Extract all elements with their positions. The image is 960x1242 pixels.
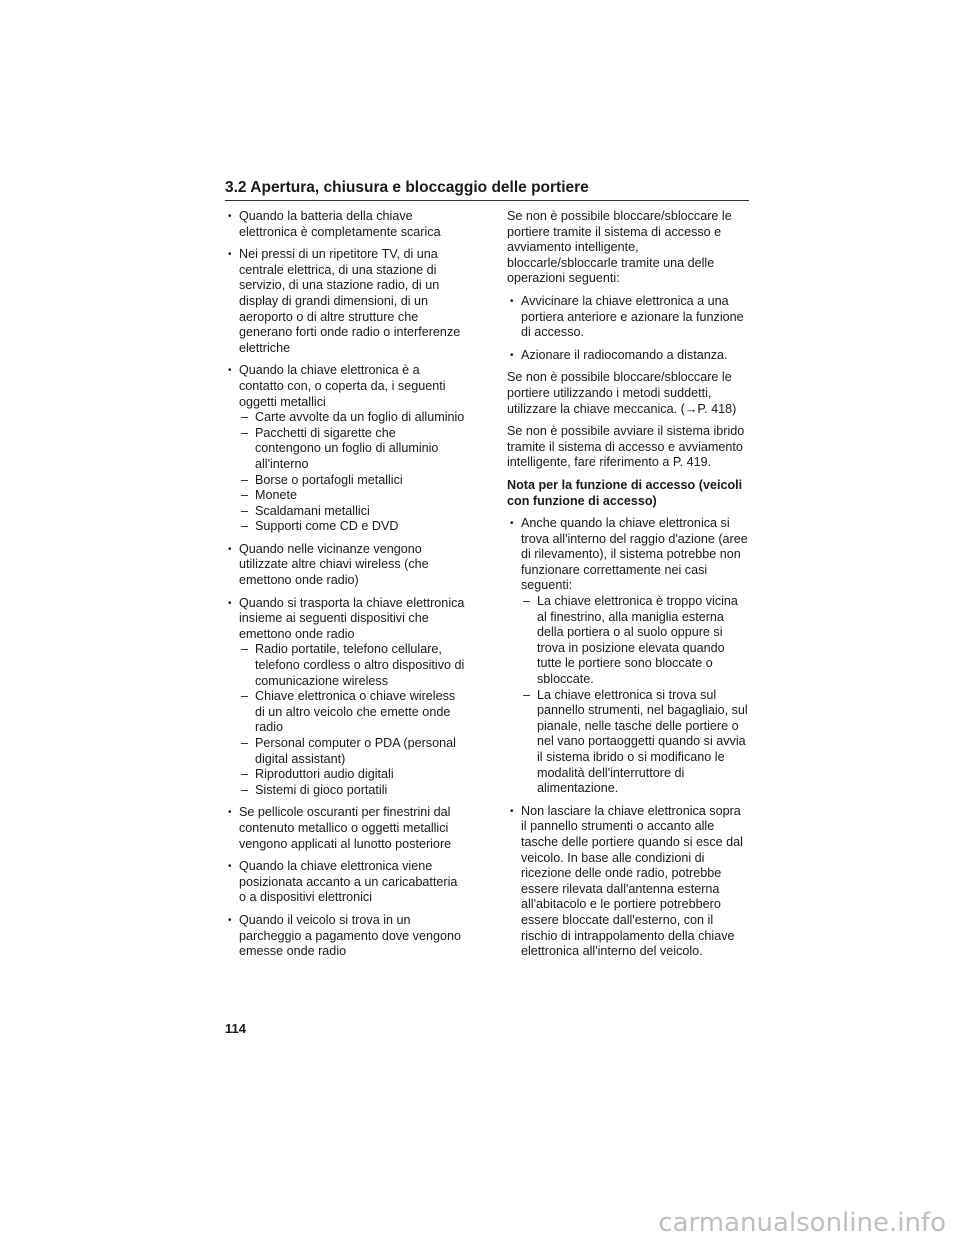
- sublist-item: – Sistemi di gioco portatili: [239, 783, 465, 799]
- left-column: [225, 209, 465, 967]
- list-item: • Quando nelle vicinanze vengono utilizzate altre chiavi wireless (che emettono onde radio): [225, 542, 465, 589]
- note-sublist: [521, 594, 749, 797]
- section-title: 3.2 Apertura, chiusura e bloccaggio delle portiere: [225, 179, 589, 196]
- sublist-item: – Carte avvolte da un foglio di alluminio: [239, 410, 465, 426]
- sublist-item: – Radio portatile, telefono cellulare, telefono cordless o altro dispositivo di comunicazione wireless: [239, 642, 465, 689]
- list-item: • Se pellicole oscuranti per finestrini dal contenuto metallico o oggetti metallici vengono applicati al lunotto posteriore: [225, 805, 465, 852]
- sublist-item: – Personal computer o PDA (personal digital assistant): [239, 736, 465, 767]
- sublist-item: – Supporti come CD e DVD: [239, 519, 465, 535]
- list-item: • Quando la chiave elettronica è a contatto con, o coperta da, i seguenti oggetti metallici – Carte avvolte da un foglio di alluminio – Pacchetti di sigarette che contengono un foglio di alluminio all'interno – Borse o portafogli metallici – Monete – Scaldamani metallici – Supporti come CD e DVD: [225, 363, 465, 535]
- sublist-item: – Monete: [239, 488, 465, 504]
- list-item: • Anche quando la chiave elettronica si trova all'interno del raggio d'azione (aree di rilevamento), il sistema potrebbe non funzionare correttamente nei casi seguenti: – La chiave elettronica è troppo vicina al finestrino, alla maniglia esterna della portiera o al suolo oppure si trova in posizione elevata quando tutte le portiere sono bloccate o sbloccate. – La chiave elettronica si trova sul pannello strumenti, nel bagagliaio, sul pianale, nelle tasche delle portiere o nel vano portaoggetti quando si avvia il sistema ibrido o si modificano le modalità dell'interruttore di alimentazione.: [507, 516, 749, 797]
- sublist-item: – Scaldamani metallici: [239, 504, 465, 520]
- radio-devices-sublist: [239, 642, 465, 798]
- list-item: • Nei pressi di un ripetitore TV, di una centrale elettrica, di una stazione di servizio, di una stazione radio, di un display di grandi dimensioni, di un aeroporto o di altre strutture che generano forti onde radio o interferenze elettriche: [225, 247, 465, 356]
- list-item: • Quando si trasporta la chiave elettronica insieme ai seguenti dispositivi che emettono onde radio – Radio portatile, telefono cellulare, telefono cordless o altro dispositivo di comunicazione wireless – Chiave elettronica o chiave wireless di un altro veicolo che emette onde radio – Personal computer o PDA (personal digital assistant) – Riproduttori audio digitali – Sistemi di gioco portatili: [225, 596, 465, 799]
- right-column: [507, 209, 749, 967]
- watermark-text: carmanualsonline.info: [658, 1208, 946, 1238]
- list-item: • Non lasciare la chiave elettronica sopra il pannello strumenti o accanto alle tasche delle portiere quando si esce dal veicolo. In base alle condizioni di ricezione delle onde radio, potrebbe essere rilevata dall'antenna esterna all'abitacolo e le portiere potrebbero essere bloccate dall'esterno, con il rischio di intrappolamento della chiave elettronica all'interno del veicolo.: [507, 804, 749, 960]
- page-number: 114: [225, 1021, 246, 1036]
- sublist-item: – Riproduttori audio digitali: [239, 767, 465, 783]
- list-item: • Quando il veicolo si trova in un parcheggio a pagamento dove vengono emesse onde radio: [225, 913, 465, 960]
- sublist-item: – Chiave elettronica o chiave wireless di un altro veicolo che emette onde radio: [239, 689, 465, 736]
- interference-conditions-list: [225, 209, 465, 960]
- list-item: • Azionare il radiocomando a distanza.: [507, 348, 749, 364]
- sublist-item: – La chiave elettronica si trova sul pannello strumenti, nel bagagliaio, sul pianale, nelle tasche delle portiere o nel vano portaoggetti quando si avvia il sistema ibrido o si modificano le modalità dell'interruttore di alimentazione.: [521, 688, 749, 797]
- note-heading: Nota per la funzione di accesso (veicoli con funzione di accesso): [507, 477, 743, 508]
- paragraph: Se non è possibile bloccare/sbloccare le portiere tramite il sistema di accesso e avviamento intelligente, bloccarle/sbloccarle tramite una delle operazioni seguenti:: [507, 209, 732, 286]
- sublist-item: – Pacchetti di sigarette che contengono un foglio di alluminio all'interno: [239, 426, 465, 473]
- paragraph: Se non è possibile bloccare/sbloccare le portiere utilizzando i metodi suddetti, utilizzare la chiave meccanica. (→P. 418): [507, 370, 737, 416]
- alternative-operations-list: [507, 294, 749, 363]
- metal-objects-sublist: [239, 410, 465, 535]
- paragraph: Se non è possibile avviare il sistema ibrido tramite il sistema di accesso e avviamento intelligente, fare riferimento a P. 419.: [507, 424, 745, 470]
- list-item: • Quando la chiave elettronica viene posizionata accanto a un caricabatteria o a dispositivi elettronici: [225, 859, 465, 906]
- sublist-item: – Borse o portafogli metallici: [239, 473, 465, 489]
- list-item: • Avvicinare la chiave elettronica a una portiera anteriore e azionare la funzione di accesso.: [507, 294, 749, 341]
- sublist-item: – La chiave elettronica è troppo vicina al finestrino, alla maniglia esterna della portiera o al suolo oppure si trova in posizione elevata quando tutte le portiere sono bloccate o sbloccate.: [521, 594, 749, 688]
- list-item: • Quando la batteria della chiave elettronica è completamente scarica: [225, 209, 465, 240]
- section-header: [225, 179, 749, 201]
- note-list: [507, 516, 749, 960]
